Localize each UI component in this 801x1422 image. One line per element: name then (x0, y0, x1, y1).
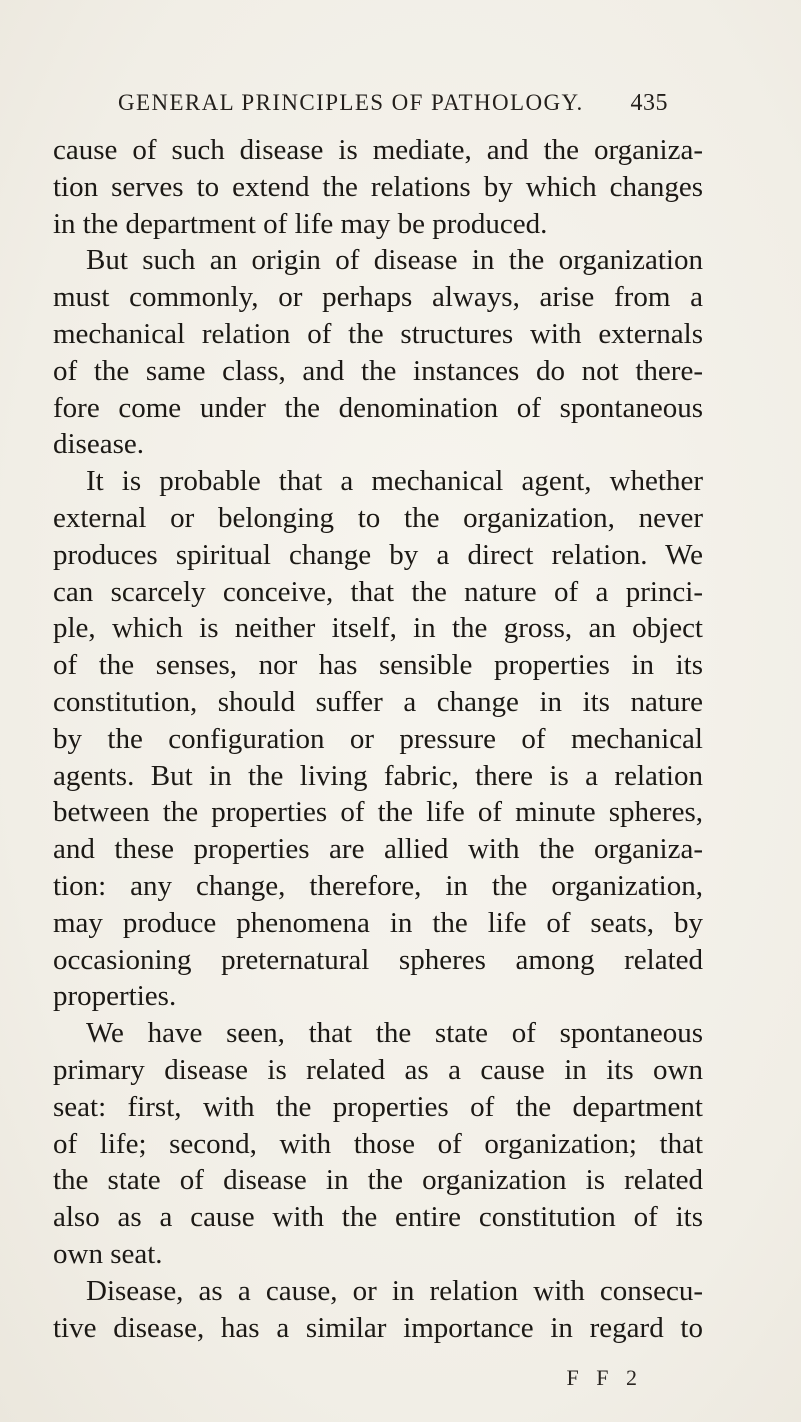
text-line: We have seen, that the state of spontaneous (86, 1017, 703, 1050)
text-line: Disease, as a cause, or in relation with consecu- (86, 1274, 703, 1307)
page-number: 435 (630, 89, 668, 116)
text-line: tive disease, has a similar importance in regard to (53, 1311, 703, 1344)
text-line: by the configuration or pressure of mechanical (53, 722, 703, 755)
text-line: of the senses, nor has sensible properties in its (53, 649, 703, 682)
text-line: external or belonging to the organization, never (53, 501, 703, 534)
text-line: produces spiritual change by a direct relation. We (53, 538, 703, 571)
text-line: primary disease is related as a cause in its own (53, 1053, 703, 1086)
text-line: of life; second, with those of organization; that (53, 1127, 703, 1160)
text-line: mechanical relation of the structures with externals (53, 317, 703, 350)
text-line: can scarcely conceive, that the nature of a princi- (53, 575, 703, 608)
text-line: cause of such disease is mediate, and the organiza- (53, 134, 703, 166)
text-line: ple, which is neither itself, in the gross, an object (53, 612, 703, 645)
running-head (118, 86, 668, 120)
signature-mark: F F 2 (566, 1365, 643, 1390)
text-line: tion serves to extend the relations by which changes (53, 170, 703, 203)
text-line: constitution, should suffer a change in its nature (53, 685, 703, 718)
text-line: may produce phenomena in the life of seats, by (53, 906, 703, 939)
body-text (53, 132, 703, 1346)
text-line: also as a cause with the entire constitution of its (53, 1201, 703, 1234)
text-line: occasioning preternatural spheres among related (53, 943, 703, 976)
text-line: seat: first, with the properties of the department (53, 1090, 703, 1123)
text-line: between the properties of the life of minute spheres, (53, 796, 703, 829)
text-line: fore come under the denomination of spontaneous (53, 391, 703, 424)
running-title: GENERAL PRINCIPLES OF PATHOLOGY. (118, 90, 584, 115)
text-line: It is probable that a mechanical agent, whether (86, 465, 703, 498)
text-line: disease. (53, 428, 144, 461)
text-line: and these properties are allied with the organiza- (53, 833, 703, 866)
text-line: of the same class, and the instances do not there- (53, 354, 703, 387)
text-line: the state of disease in the organization is related (53, 1164, 703, 1197)
text-line: agents. But in the living fabric, there is a relation (53, 759, 703, 792)
text-line: tion: any change, therefore, in the organization, (53, 869, 703, 902)
text-line: properties. (53, 980, 177, 1013)
text-line: own seat. (53, 1237, 163, 1270)
text-line: must commonly, or perhaps always, arise from a (53, 281, 703, 314)
text-line: in the department of life may be produced. (53, 207, 548, 240)
text-line: But such an origin of disease in the organization (86, 244, 703, 277)
